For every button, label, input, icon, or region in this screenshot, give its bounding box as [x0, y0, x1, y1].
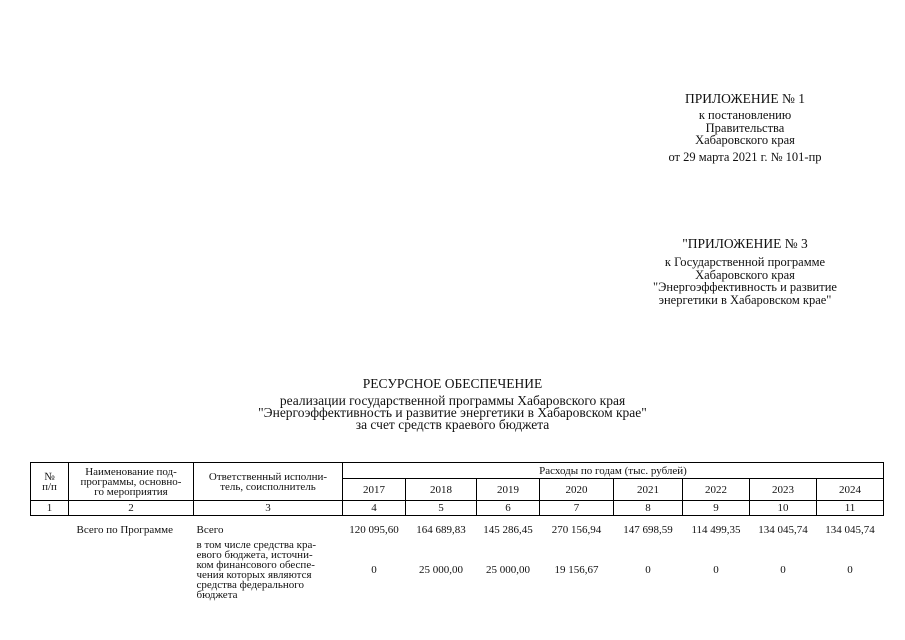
value-cell: 19 156,67	[554, 564, 599, 576]
header-number: № п/п	[31, 463, 69, 501]
header-executor: Ответственный исполни- тель, соисполнитель	[194, 463, 343, 501]
value-cell: 0	[780, 564, 786, 576]
value-cell: 0	[713, 564, 719, 576]
appendix-1-date-line: от 29 марта 2021 г. № 101-пр	[668, 149, 822, 164]
value-cell: 114 499,35	[691, 524, 741, 536]
row-name-cell: Всего по Программе	[76, 524, 174, 536]
year-header: 2020	[540, 479, 614, 501]
year-header: 2017	[343, 479, 406, 501]
year-header: 2024	[817, 479, 884, 501]
value-cell: 120 095,60	[349, 524, 399, 536]
header-name: Наименование под- программы, основно- го мероприятия	[69, 463, 194, 501]
appendix-1-block	[630, 92, 860, 163]
appendix-3-title: "ПРИЛОЖЕНИЕ № 3	[682, 236, 808, 251]
appendix-1-line: Правительства	[705, 120, 785, 135]
year-header: 2021	[614, 479, 683, 501]
resource-table	[30, 462, 884, 600]
value-cell: 270 156,94	[551, 524, 602, 536]
appendix-3-block	[630, 237, 860, 306]
column-number: 3	[194, 501, 343, 516]
header-expenses: Расходы по годам (тыс. рублей)	[343, 463, 884, 479]
document-subtitle-line: "Энергоэффективность и развитие энергетики в Хабаровском крае"	[258, 405, 647, 420]
value-cell: 164 689,83	[416, 524, 466, 536]
table-row-total	[31, 516, 884, 536]
column-number: 10	[750, 501, 817, 516]
appendix-1-line: Хабаровского края	[695, 133, 795, 147]
year-header: 2022	[683, 479, 750, 501]
appendix-3-line: "Энергоэффективность и развитие	[653, 280, 837, 294]
column-number: 7	[540, 501, 614, 516]
row-number-cell	[31, 516, 69, 536]
appendix-3-line: энергетики в Хабаровском крае"	[658, 292, 832, 307]
value-cell: 0	[645, 564, 651, 576]
column-number: 4	[343, 501, 406, 516]
row-executor-cell: в том числе средства кра- евого бюджета, источни- ком финансового обеспе- чения которых являются средства федерального бюджета	[196, 539, 317, 601]
column-number: 1	[31, 501, 69, 516]
value-cell: 147 698,59	[623, 524, 673, 536]
document-heading	[0, 378, 905, 431]
document-subtitle-line: за счет средств краевого бюджета	[355, 417, 550, 432]
document-title: РЕСУРСНОЕ ОБЕСПЕЧЕНИЕ	[362, 376, 543, 391]
value-cell: 25 000,00	[486, 564, 530, 576]
value-cell: 134 045,74	[825, 524, 875, 536]
value-cell: 134 045,74	[758, 524, 808, 536]
year-header: 2023	[750, 479, 817, 501]
value-cell: 0	[847, 564, 853, 576]
column-number: 6	[477, 501, 540, 516]
column-number: 5	[406, 501, 477, 516]
year-header: 2019	[477, 479, 540, 501]
row-executor-cell: Всего	[196, 524, 224, 536]
value-cell: 0	[371, 564, 377, 576]
appendix-1-title: ПРИЛОЖЕНИЕ № 1	[684, 91, 806, 106]
document-subtitle-line: реализации государственной программы Хабаровского края	[279, 393, 626, 408]
column-number: 8	[614, 501, 683, 516]
year-header: 2018	[406, 479, 477, 501]
appendix-1-line: к постановлению	[698, 108, 792, 122]
column-number: 2	[69, 501, 194, 516]
row-name-cell	[69, 535, 194, 600]
value-cell: 145 286,45	[483, 524, 533, 536]
value-cell: 25 000,00	[419, 564, 463, 576]
row-number-cell	[31, 535, 69, 600]
appendix-3-line: Хабаровского края	[695, 267, 795, 282]
column-number: 9	[683, 501, 750, 516]
column-number: 11	[817, 501, 884, 516]
appendix-3-line: к Государственной программе	[664, 255, 826, 269]
table-row-federal	[31, 535, 884, 600]
